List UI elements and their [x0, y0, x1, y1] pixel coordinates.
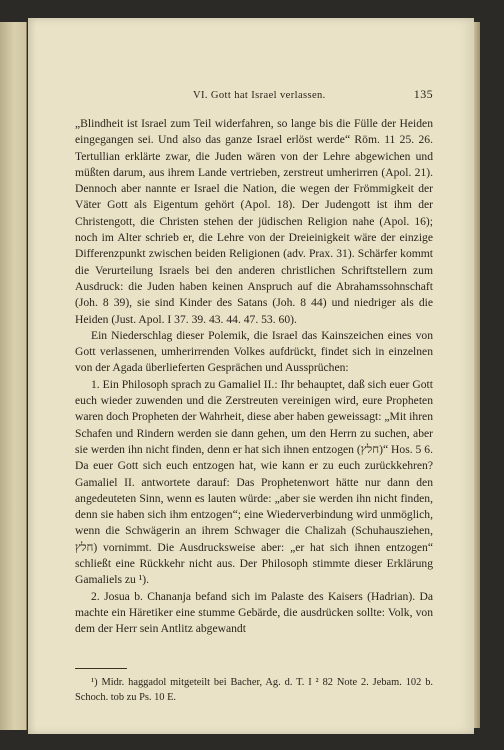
- running-head: [75, 86, 433, 104]
- text-block: [75, 86, 433, 705]
- paragraph-4: 2. Josua b. Chananja befand sich im Palaste des Kaisers (Hadrian). Da machte ein Häretiker eine stumme Gebärde, die ausdrücken sollte: Volk, von dem der Herr sein Antlitz abgewandt: [75, 589, 433, 636]
- footnotes: [75, 675, 433, 705]
- page-number: 135: [413, 87, 433, 101]
- footnote-divider: [75, 668, 127, 669]
- footnote-1: ¹) Midr. haggadol mitgeteilt bei Bacher, Ag. d. T. I ² 82 Note 2. Jebam. 102 b. Schoch. tob zu Ps. 10 E.: [75, 676, 433, 703]
- previous-page-edge: [0, 22, 27, 730]
- paragraph-2: Ein Niederschlag dieser Polemik, die Israel das Kainszeichen eines von Gott verlassenen, umherirrenden Volkes aufdrückt, findet sich in einzelnen von der Agada überlieferten Gesprächen und Aussprüchen:: [75, 328, 433, 375]
- page-right-edge: [474, 22, 480, 728]
- paragraph-1: „Blindheit ist Israel zum Teil widerfahren, so lange bis die Fülle der Heiden eingegangen sei. Und also das ganze Israel erlöst werde“ Röm. 11 25. 26. Tertullian erklärte zwar, die Juden wären von der Lehre abgewichen und müßten darum, aus ihrem Lande vertrieben, zerstreut umherirren (Apol. 21). Dennoch aber nannte er Israel die Nation, die wegen der Frömmigkeit der Väter Gott als Eigentum gehört (Apol. 18). Der Judengott ist ihm der Christengott, die Christen stehen der jüdischen Religion nahe (Apol. 16); noch im Alter schrieb er, die Lehre von der Dreieinigkeit wäre der einzige Differenzpunkt zwischen beiden Religionen (adv. Prax. 31). Schärfer kommt die Verurteilung Israels bei den anderen christlichen Schriftstellern zum Ausdruck: die Juden haben keinen Anspruch auf die Abrahamssohnschaft (Joh. 8 39), sie sind Kinder des Satans (Joh. 8 44) und niedriger als die Heiden (Just. Apol. I 37. 39. 43. 44. 47. 53. 60).: [75, 117, 433, 326]
- chapter-title: VI. Gott hat Israel verlassen.: [193, 90, 326, 101]
- paragraph-3: 1. Ein Philosoph sprach zu Gamaliel II.: Ihr behauptet, daß sich euer Gott euch wieder zuwenden und die Zerstreuten vereinigen wird, eure Propheten waren doch Propheten der Wahrheit, diese aber haben geweissagt: „Mit ihren Schafen und Rindern werden sie dann gehen, um den Herrn zu suchen, aber sie werden ihn nicht finden, denn er hat sich ihnen entzogen (חלץ)“ Hos. 5 6. Da euer Gott sich euch entzogen hat, wie kann er zu euch zurückkehren? Gamaliel II. antwortete darauf: Das Prophetenwort hätte nur dann den angedeuteten Sinn, wenn es lauten würde: „aber sie werden ihn nicht finden, denn sie haben sich ihm entzogen“; eine Wiederverbindung wird unmöglich, wenn die Schwägerin an ihrem Schwager die Chalizah (Schuhausziehen, חלץ) vornimmt. Die Ausdrucksweise aber: „er hat sich ihnen entzogen“ schließt eine Rückkehr nicht aus. Der Philosoph stimmte dieser Erklärung Gamaliels zu ¹).: [75, 377, 433, 587]
- book-page: [28, 18, 474, 734]
